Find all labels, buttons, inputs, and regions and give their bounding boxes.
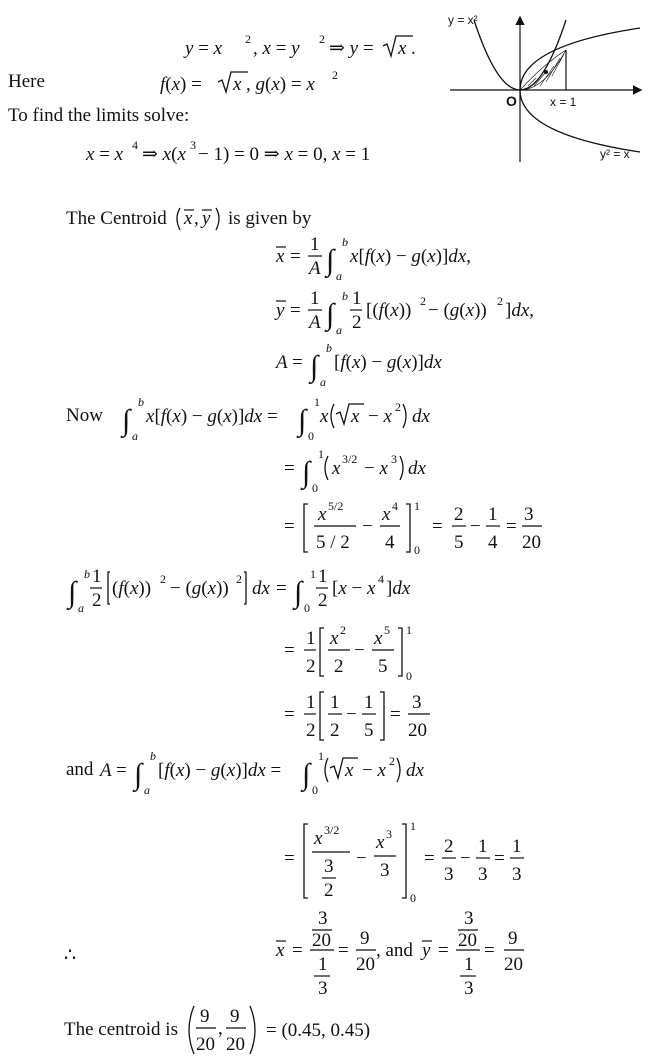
svg-text:−: −	[356, 848, 367, 869]
svg-text:2: 2	[236, 572, 242, 586]
svg-text:x: x	[398, 38, 407, 59]
svg-text:=: =	[484, 940, 495, 961]
svg-text:The Centroid: The Centroid	[66, 208, 167, 229]
svg-text:3: 3	[391, 452, 397, 466]
svg-text:2: 2	[334, 656, 344, 677]
svg-text:5/2: 5/2	[328, 499, 344, 513]
svg-text:[f(x) − g(x)]dx: [f(x) − g(x)]dx	[334, 352, 442, 373]
functions-definition	[160, 66, 360, 100]
svg-text:is given by: is given by	[228, 208, 312, 229]
svg-text:x: x	[382, 504, 391, 525]
svg-text:1: 1	[92, 566, 102, 587]
svg-text:9: 9	[200, 1006, 210, 1027]
svg-text:∫: ∫	[326, 298, 335, 331]
svg-text:1: 1	[318, 749, 324, 763]
svg-text:dx: dx	[412, 406, 430, 427]
svg-text:x: x	[184, 208, 193, 229]
svg-text:]dx,: ]dx,	[505, 300, 535, 321]
svg-text:− (g(x)): − (g(x))	[428, 300, 487, 321]
svg-text:∫: ∫	[68, 576, 77, 609]
svg-text:20: 20	[522, 532, 541, 553]
svg-text:2: 2	[389, 754, 395, 768]
relation-equation	[185, 30, 425, 64]
svg-text:20: 20	[226, 1034, 245, 1055]
svg-text:=: =	[424, 848, 435, 869]
svg-text:1: 1	[410, 819, 416, 833]
svg-text:x: x	[332, 458, 341, 479]
svg-text:y: y	[202, 208, 211, 229]
svg-text:f(x) =: f(x) =	[160, 74, 202, 95]
svg-text:2: 2	[324, 880, 334, 901]
svg-text:3/2: 3/2	[324, 823, 340, 837]
svg-text:[x − x: [x − x	[332, 578, 376, 599]
svg-text:a: a	[144, 783, 150, 797]
svg-text:1: 1	[464, 954, 474, 975]
svg-text:a: a	[336, 269, 342, 283]
svg-text:3: 3	[464, 978, 474, 999]
svg-text:b: b	[342, 289, 348, 303]
svg-text:0: 0	[312, 783, 318, 797]
svg-text:, and: , and	[376, 940, 413, 961]
svg-text:x: x	[351, 406, 360, 427]
svg-text:∫: ∫	[302, 456, 311, 489]
second-step-2	[284, 620, 434, 682]
svg-text:=: =	[290, 300, 301, 321]
area-definition	[276, 338, 506, 390]
svg-text:2: 2	[332, 68, 338, 82]
svg-text:4: 4	[385, 532, 395, 553]
svg-text:1: 1	[318, 447, 324, 461]
svg-text:1: 1	[318, 566, 328, 587]
svg-text:x: x	[276, 940, 285, 961]
svg-text:=: =	[292, 352, 303, 373]
svg-text:1: 1	[310, 288, 320, 309]
svg-text:a: a	[78, 601, 84, 615]
svg-text:1: 1	[364, 692, 374, 713]
svg-text:x[f(x) − g(x)]dx,: x[f(x) − g(x)]dx,	[350, 246, 471, 267]
svg-text:20: 20	[458, 930, 477, 951]
svg-text:b: b	[84, 567, 90, 581]
svg-text:x: x	[233, 74, 242, 95]
svg-text:⇒ x(x: ⇒ x(x	[142, 144, 186, 165]
svg-text:x: x	[345, 760, 354, 781]
svg-text:20: 20	[312, 930, 331, 951]
centroid-intro	[66, 200, 366, 234]
svg-text:]dx: ]dx	[386, 578, 411, 599]
svg-text:20: 20	[504, 954, 523, 975]
svg-text:b: b	[326, 341, 332, 355]
svg-text:a: a	[320, 375, 326, 389]
svg-text:0: 0	[308, 429, 314, 443]
svg-text:∫: ∫	[294, 576, 303, 609]
svg-text:1: 1	[512, 836, 522, 857]
svg-text:A: A	[276, 352, 288, 373]
svg-text:0: 0	[406, 669, 412, 683]
second-step-3	[284, 684, 484, 746]
svg-text:.: .	[411, 38, 416, 59]
svg-text:1: 1	[406, 623, 412, 637]
here-label: Here	[8, 71, 45, 92]
svg-text:0: 0	[312, 481, 318, 495]
svg-text:=: =	[284, 704, 295, 725]
svg-text:x: x	[276, 246, 285, 267]
and-label: and	[66, 759, 94, 780]
svg-text:3: 3	[464, 908, 474, 929]
area-step-2	[284, 818, 522, 905]
svg-text:(f(x)): (f(x))	[112, 578, 152, 599]
svg-text:b: b	[138, 395, 144, 409]
svg-text:3: 3	[386, 827, 392, 841]
svg-text:5: 5	[384, 623, 390, 637]
final-centroid-value	[184, 998, 384, 1060]
svg-text:1: 1	[414, 499, 420, 513]
svg-text:=: =	[292, 940, 303, 961]
svg-text:1: 1	[352, 288, 362, 309]
svg-text:=: =	[290, 246, 301, 267]
svg-text:, x = y: , x = y	[253, 38, 300, 59]
ybar-definition	[276, 286, 566, 338]
svg-text:2: 2	[444, 836, 454, 857]
label-origin: O	[506, 93, 517, 109]
svg-text:x: x	[374, 628, 383, 649]
svg-text:=: =	[284, 516, 295, 537]
svg-text:1: 1	[310, 567, 316, 581]
svg-text:−: −	[354, 640, 365, 661]
svg-text:x: x	[376, 832, 385, 853]
svg-text:=: =	[284, 458, 295, 479]
svg-text:=: =	[276, 578, 287, 599]
svg-text:1: 1	[310, 234, 320, 255]
svg-text:x[f(x) − g(x)]dx =: x[f(x) − g(x)]dx =	[146, 406, 278, 427]
svg-text:=: =	[432, 516, 443, 537]
svg-text:4: 4	[488, 532, 498, 553]
svg-text:2: 2	[306, 720, 316, 741]
svg-text:20: 20	[408, 720, 427, 741]
svg-text:5 / 2: 5 / 2	[316, 532, 350, 553]
label-parabola-up: y = x²	[448, 13, 478, 27]
svg-text:5: 5	[364, 720, 374, 741]
svg-text:− (g(x)): − (g(x))	[170, 578, 229, 599]
svg-text:2: 2	[306, 656, 316, 677]
svg-text:x: x	[330, 628, 339, 649]
svg-text:x: x	[314, 828, 323, 849]
svg-text:4: 4	[132, 138, 138, 152]
svg-text:3: 3	[324, 856, 334, 877]
now-step-2	[284, 444, 464, 496]
svg-text:=: =	[438, 940, 449, 961]
svg-text:2: 2	[352, 312, 362, 333]
svg-text:3/2: 3/2	[342, 452, 358, 466]
svg-text:− x: − x	[368, 406, 392, 427]
svg-text:9: 9	[230, 1006, 240, 1027]
svg-text:1: 1	[488, 504, 498, 525]
svg-text:2: 2	[395, 400, 401, 414]
now-step-3	[284, 496, 544, 558]
xbar-definition	[276, 232, 536, 284]
svg-text:4: 4	[392, 499, 398, 513]
svg-text:− 1) = 0 ⇒ x = 0, x = 1: − 1) = 0 ⇒ x = 0, x = 1	[198, 144, 371, 165]
svg-text:3: 3	[318, 908, 328, 929]
svg-text:2: 2	[319, 32, 325, 46]
svg-text:4: 4	[378, 572, 384, 586]
svg-text:9: 9	[508, 928, 518, 949]
svg-text:0: 0	[304, 601, 310, 615]
svg-text:b: b	[150, 749, 156, 763]
svg-text:=: =	[506, 516, 517, 537]
svg-text:3: 3	[412, 692, 422, 713]
now-label: Now	[66, 405, 103, 426]
svg-text:3: 3	[380, 860, 390, 881]
svg-text:=: =	[494, 848, 505, 869]
svg-text:−: −	[460, 848, 471, 869]
svg-text:9: 9	[360, 928, 370, 949]
area-step-1	[100, 746, 460, 798]
svg-text:20: 20	[196, 1034, 215, 1055]
label-x1: x = 1	[550, 95, 577, 109]
svg-text:A: A	[309, 312, 321, 333]
svg-text:=: =	[390, 704, 401, 725]
final-label: The centroid is	[64, 1019, 178, 1040]
svg-text:y: y	[422, 940, 431, 961]
svg-text:1: 1	[478, 836, 488, 857]
svg-text:x: x	[318, 504, 327, 525]
svg-text:−: −	[346, 704, 357, 725]
svg-text:∫: ∫	[134, 758, 143, 791]
svg-text:2: 2	[454, 504, 464, 525]
svg-text:3: 3	[524, 504, 534, 525]
svg-text:dx: dx	[406, 760, 424, 781]
svg-text:2: 2	[497, 294, 503, 308]
svg-text:5: 5	[378, 656, 388, 677]
svg-text:dx: dx	[252, 578, 270, 599]
svg-text:2: 2	[245, 32, 251, 46]
svg-text:A: A	[309, 258, 321, 279]
svg-text:a: a	[132, 429, 138, 443]
svg-text:− x: − x	[362, 760, 386, 781]
svg-text:=: =	[284, 848, 295, 869]
svg-text:A: A	[100, 760, 112, 781]
label-parabola-right: y² = x	[600, 147, 630, 161]
svg-text:[(f(x)): [(f(x))	[366, 300, 412, 321]
svg-text:dx: dx	[408, 458, 426, 479]
therefore-symbol: ∴	[64, 945, 77, 966]
svg-text:[f(x) − g(x)]dx =: [f(x) − g(x)]dx =	[158, 760, 282, 781]
xbar-ybar-result	[276, 904, 536, 1000]
svg-text:−: −	[362, 516, 373, 537]
svg-text:3: 3	[318, 978, 328, 999]
svg-text:∫: ∫	[310, 350, 319, 383]
svg-text:⇒ y =: ⇒ y =	[329, 38, 374, 59]
svg-text:3: 3	[444, 864, 454, 885]
svg-text:a: a	[336, 323, 342, 337]
svg-text:1: 1	[330, 692, 340, 713]
svg-text:x = x: x = x	[86, 144, 124, 165]
svg-text:− x: − x	[364, 458, 388, 479]
limits-equation	[86, 136, 386, 170]
svg-text:=: =	[284, 640, 295, 661]
svg-text:3: 3	[190, 138, 196, 152]
svg-text:∫: ∫	[302, 758, 311, 791]
svg-text:0: 0	[410, 891, 416, 905]
svg-text:x: x	[320, 406, 329, 427]
svg-text:3: 3	[478, 864, 488, 885]
svg-text:∫: ∫	[326, 244, 335, 277]
svg-text:2: 2	[92, 590, 102, 611]
svg-text:, g(x) = x: , g(x) = x	[246, 74, 315, 95]
svg-text:1: 1	[306, 628, 316, 649]
svg-text:,: ,	[218, 1018, 223, 1039]
svg-text:3: 3	[512, 864, 522, 885]
svg-text:∫: ∫	[298, 404, 307, 437]
limits-label: To find the limits solve:	[8, 105, 190, 126]
now-step-1	[122, 392, 452, 444]
svg-text:y = x: y = x	[185, 38, 223, 59]
svg-text:1: 1	[314, 395, 320, 409]
svg-text:2: 2	[330, 720, 340, 741]
region-figure	[446, 6, 644, 166]
svg-text:5: 5	[454, 532, 464, 553]
svg-text:y: y	[276, 300, 285, 321]
svg-text:2: 2	[340, 623, 346, 637]
svg-text:0: 0	[414, 543, 420, 557]
svg-text:∫: ∫	[122, 404, 131, 437]
svg-text:1: 1	[306, 692, 316, 713]
svg-text:=: =	[338, 940, 349, 961]
svg-text:=: =	[116, 760, 127, 781]
second-step-1	[68, 562, 448, 618]
svg-text:= (0.45, 0.45): = (0.45, 0.45)	[266, 1020, 371, 1041]
svg-text:2: 2	[318, 590, 328, 611]
svg-text:20: 20	[356, 954, 375, 975]
svg-text:2: 2	[160, 572, 166, 586]
svg-text:b: b	[342, 235, 348, 249]
svg-text:2: 2	[420, 294, 426, 308]
svg-text:−: −	[470, 516, 481, 537]
svg-text:,: ,	[194, 208, 199, 229]
svg-text:1: 1	[318, 954, 328, 975]
